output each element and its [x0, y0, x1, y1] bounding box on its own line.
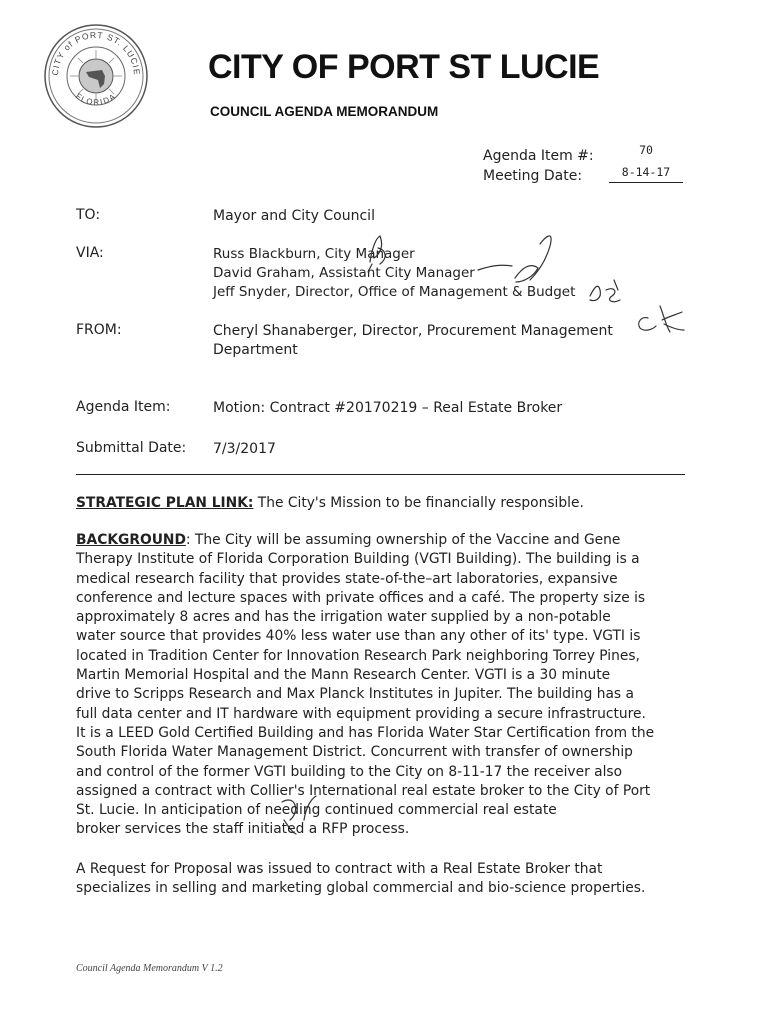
- via-line-assistant-city-manager: David Graham, Assistant City Manager: [213, 265, 475, 281]
- agenda-item-value: Motion: Contract #20170219 – Real Estate Broker: [213, 400, 563, 416]
- background-line-13: and control of the former VGTI building to the City on 8-11-17 the receiver also: [76, 763, 623, 780]
- background-line-8: Martin Memorial Hospital and the Mann Research Center. VGTI is a 30 minute: [76, 667, 611, 684]
- footer-version: Council Agenda Memorandum V 1.2: [76, 963, 223, 974]
- submittal-date-value: 7/3/2017: [213, 441, 276, 457]
- rfp-line-1: A Request for Proposal was issued to contract with a Real Estate Broker that: [76, 861, 603, 877]
- agenda-item-number-label: Agenda Item #:: [483, 148, 594, 164]
- via-line-city-manager: Russ Blackburn, City Manager: [213, 246, 415, 262]
- rfp-paragraph: [76, 860, 685, 899]
- document-title: CITY OF PORT ST LUCIE: [208, 48, 600, 86]
- from-label: FROM:: [76, 322, 122, 338]
- to-value: Mayor and City Council: [213, 208, 375, 224]
- meeting-date-value: 8-14-17: [609, 162, 683, 183]
- header-divider: [76, 474, 685, 475]
- from-line-2: Department: [213, 342, 298, 358]
- rfp-line-2: specializes in selling and marketing global commercial and bio-science properties.: [76, 880, 646, 897]
- background-line-9: drive to Scripps Research and Max Planck Institutes in Jupiter. The building has a: [76, 686, 634, 703]
- seal-bottom-text: FLORIDA: [73, 91, 119, 107]
- seal-top-text: CITY of PORT ST. LUCIE: [49, 29, 143, 76]
- background-line-14: assigned a contract with Collier's International real estate broker to the City of Port: [76, 782, 651, 799]
- background-line-7: located in Tradition Center for Innovation Research Park neighboring Torrey Pines,: [76, 647, 640, 664]
- background-line-5: approximately 8 acres and has the irrigation water supplied by a non-potable: [76, 609, 611, 626]
- background-line-3: medical research facility that provides state-of-the–art laboratories, expansive: [76, 570, 618, 587]
- background-line-2: Therapy Institute of Florida Corporation Building (VGTI Building). The building is a: [76, 551, 640, 568]
- background-line-6: water source that provides 40% less water use than any other of its' type. VGTI is: [76, 628, 641, 645]
- agenda-item-number-value: 70: [639, 143, 653, 157]
- meeting-date-label: Meeting Date:: [483, 168, 583, 184]
- background-line-10: full data center and IT hardware with equipment providing a secure infrastructure.: [76, 705, 646, 722]
- strategic-plan-text: The City's Mission to be financially responsible.: [253, 495, 584, 511]
- submittal-date-label: Submittal Date:: [76, 440, 187, 456]
- strategic-plan-paragraph: [76, 494, 685, 513]
- background-paragraph: [76, 531, 685, 840]
- background-line-1: : The City will be assuming ownership of the Vaccine and Gene: [185, 532, 621, 548]
- background-line-4: conference and lecture spaces with private offices and a café. The property size is: [76, 589, 646, 606]
- background-line-11: It is a LEED Gold Certified Building and has Florida Water Star Certification from the: [76, 724, 655, 741]
- document-subtitle: COUNCIL AGENDA MEMORANDUM: [210, 104, 439, 119]
- via-label: VIA:: [76, 245, 104, 261]
- agenda-item-label: Agenda Item:: [76, 399, 171, 415]
- background-heading: BACKGROUND: [76, 532, 186, 548]
- from-line-1: Cheryl Shanaberger, Director, Procurement Management: [213, 323, 613, 339]
- to-label: TO:: [76, 207, 101, 223]
- background-line-15: St. Lucie. In anticipation of needing continued commercial real estate: [76, 802, 557, 819]
- via-line-budget-director: Jeff Snyder, Director, Office of Management & Budget: [213, 284, 576, 300]
- background-line-12: South Florida Water Management District. Concurrent with transfer of ownership: [76, 744, 633, 761]
- strategic-plan-heading: STRATEGIC PLAN LINK:: [76, 495, 254, 511]
- background-line-16: broker services the staff initiated a RFP process.: [76, 821, 410, 838]
